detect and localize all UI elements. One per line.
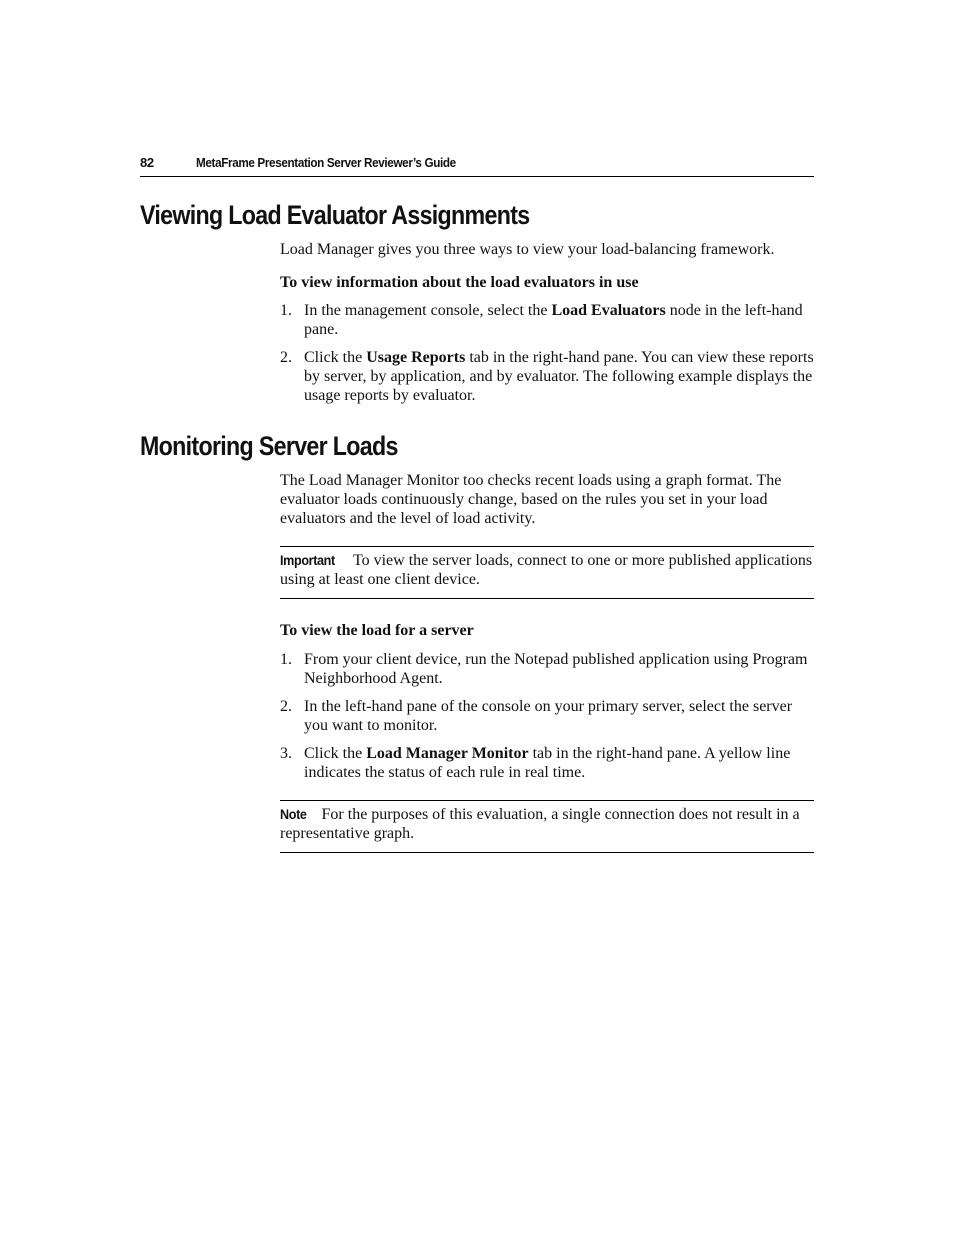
step-bold-text: Usage Reports	[366, 349, 466, 366]
running-title: MetaFrame Presentation Server Reviewer’s Guide	[196, 155, 456, 170]
important-text: To view the server loads, connect to one or more published applications using at least one client device.	[280, 552, 813, 588]
step-text: Click the	[304, 745, 367, 762]
list-item	[280, 650, 814, 688]
section-heading-viewing-load-evaluator: Viewing Load Evaluator Assignments	[140, 200, 530, 230]
section2-body	[280, 471, 814, 853]
step-number: 1.	[280, 302, 292, 319]
step-number: 2.	[280, 349, 292, 366]
note-label: Note	[280, 806, 307, 822]
step-text: In the management console, select the	[304, 302, 552, 319]
step-text: node in the left-hand pane.	[304, 302, 803, 338]
step-text: Click the	[304, 349, 367, 366]
note-callout	[280, 800, 814, 853]
section2-intro: The Load Manager Monitor too checks recent loads using a graph format. The evaluator loads continuously change, based on the rules you set in your load evaluators and the level of load activity.	[280, 472, 782, 527]
step-text: From your client device, run the Notepad published application using Program Neighborhood Agent.	[304, 651, 808, 687]
step-text: tab in the right-hand pane. A yellow line indicates the status of each rule in real time.	[304, 745, 791, 781]
page-number: 82	[140, 155, 154, 170]
step-text: In the left-hand pane of the console on your primary server, select the server you want to monitor.	[304, 698, 793, 734]
list-item	[280, 348, 814, 405]
section2-steps	[280, 650, 814, 782]
list-item	[280, 697, 814, 735]
section-heading-monitoring-server-loads: Monitoring Server Loads	[140, 431, 398, 461]
section1-body	[280, 240, 814, 405]
important-callout	[280, 546, 814, 599]
section2-procedure-title: To view the load for a server	[280, 622, 474, 639]
list-item	[280, 744, 814, 782]
step-bold-text: Load Evaluators	[551, 302, 666, 319]
note-text: For the purposes of this evaluation, a single connection does not result in a representative graph.	[280, 806, 800, 842]
step-number: 2.	[280, 698, 292, 715]
list-item	[280, 301, 814, 339]
page-header	[140, 154, 814, 177]
important-label: Important	[280, 552, 335, 568]
section1-intro: Load Manager gives you three ways to view your load-balancing framework.	[280, 241, 775, 258]
step-number: 3.	[280, 745, 292, 762]
step-bold-text: Load Manager Monitor	[366, 745, 529, 762]
step-number: 1.	[280, 651, 292, 668]
section1-steps	[280, 301, 814, 405]
section1-procedure-title: To view information about the load evaluators in use	[280, 274, 639, 291]
step-text: tab in the right-hand pane. You can view these reports by server, by application, and by evaluator. The following example displays the usage reports by evaluator.	[304, 349, 814, 404]
